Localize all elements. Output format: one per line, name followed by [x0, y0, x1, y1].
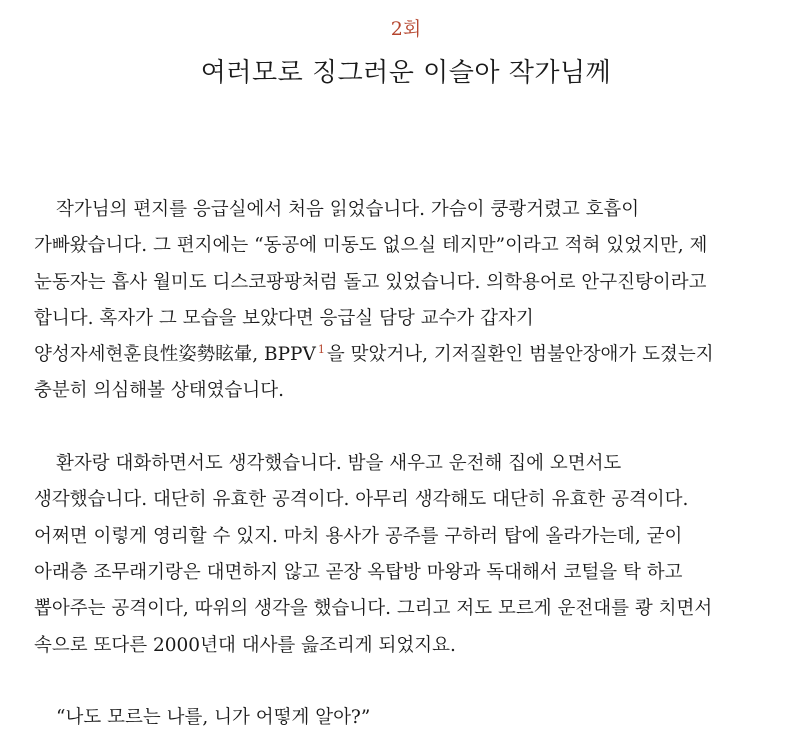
paragraph-gap	[34, 410, 780, 446]
text-line: 가빠왔습니다. 그 편지에는 “동공에 미동도 없으실 테지만”이라고 적혀 있었지만, 제	[34, 235, 708, 257]
text-line: 생각했습니다. 대단히 유효한 공격이다. 아무리 생각해도 대단히 유효한 공격이다.	[34, 489, 689, 511]
paragraph-1	[34, 192, 780, 410]
text-line: 환자랑 대화하면서도 생각했습니다. 밤을 새우고 운전해 집에 오면서도	[56, 453, 622, 475]
text-line: 아래층 조무래기랑은 대면하지 않고 곧장 옥탑방 마왕과 독대해서 코털을 탁 하고	[34, 561, 683, 583]
footnote-reference[interactable]: 1	[317, 343, 325, 357]
letter-title: 여러모로 징그러운 이슬아 작가님께	[200, 58, 612, 88]
paragraph-2	[34, 446, 780, 664]
letter-body	[34, 192, 780, 736]
quote-line: “나도 모르는 나를, 니가 어떻게 알아?”	[56, 707, 371, 729]
text-line: 눈동자는 흡사 월미도 디스코팡팡처럼 돌고 있었습니다. 의학용어로 안구진탕이라고	[34, 271, 707, 293]
text-segment: 양성자세현훈良性姿勢眩暈, BPPV	[34, 344, 316, 366]
text-line: 뽑아주는 공격이다, 따위의 생각을 했습니다. 그리고 저도 모르게 운전대를 쾅 치면서	[34, 598, 713, 620]
text-line: 합니다. 혹자가 그 모습을 보았다면 응급실 담당 교수가 갑자기	[34, 307, 534, 329]
text-line: 작가님의 편지를 응급실에서 처음 읽었습니다. 가슴이 쿵쾅거렸고 호흡이	[56, 199, 640, 220]
paragraph-3	[34, 700, 780, 736]
text-line: 어쩌면 이렇게 영리할 수 있지. 마치 용사가 공주를 구하러 탑에 올라가는데, 굳이	[34, 525, 683, 547]
text-line: 속으로 또다른 2000년대 대사를 읊조리게 되었지요.	[34, 634, 456, 656]
text-segment: 을 맞았거나, 기저질환인 범불안장애가 도졌는지	[326, 344, 714, 366]
episode-number: 2회	[390, 18, 422, 40]
paragraph-gap	[34, 664, 780, 700]
text-line-with-footnote	[34, 337, 780, 373]
text-line: 충분히 의심해볼 상태였습니다.	[34, 380, 284, 402]
